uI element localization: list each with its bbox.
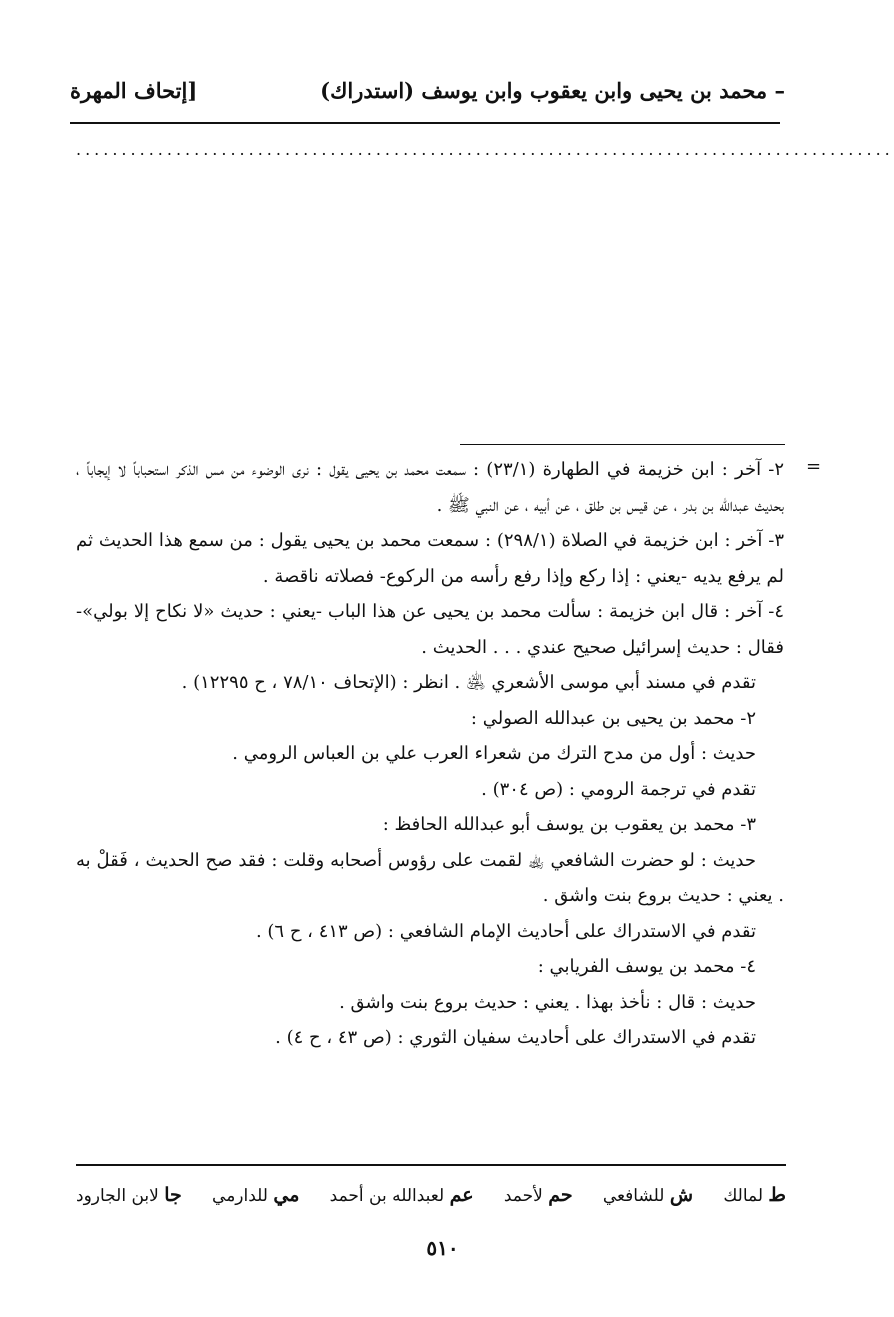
hadith-line: حديث : قال : نأخذ بهذا . يعني : حديث بروع بنت واشق . [339, 991, 756, 1013]
abbreviation-item: ط لمالك [723, 1184, 786, 1206]
abbreviation-item: جا لابن الجارود [76, 1184, 182, 1206]
footnote-continuation-mark: = [806, 456, 822, 477]
abbreviation-item: ش للشافعي [602, 1184, 694, 1206]
abbreviation-item: مي للدارمي [212, 1184, 300, 1206]
page-number: ٥١٠ [426, 1236, 459, 1260]
hadith-line: حديث : لو حضرت الشافعي ﵀ لقمت على رؤوس أصحابه وقلت : فقد صح الحديث ، فَقلْ به . يعني : حديث بروع بنت واشق . [76, 849, 784, 906]
book-title: [إتحاف المهرة [70, 78, 198, 103]
hadith-line: حديث : أول من مدح الترك من شعراء العرب علي بن العباس الرومي . [232, 743, 756, 764]
entry-heading: ٢- محمد بن يحيى بن عبدالله الصولي : [470, 707, 756, 729]
abbreviation-item: عم لعبدالله بن أحمد [329, 1184, 474, 1206]
footnote-3: ٣- آخر : ابن خزيمة في الصلاة (٢٩٨/١) : سمعت محمد بن يحيى يقول : من سمع هذا الحديث ثم لم يرفع يديه -يعني : إذا ركع وإذا رفع رأسه من الركوع- فصلاته ناقصة . [76, 530, 784, 587]
abbreviations-rule [76, 1164, 786, 1166]
body-dotted-line: .......................................................................................... [76, 140, 894, 159]
entry-heading: ٤- محمد بن يوسف الفريابي : [537, 956, 756, 977]
running-title: – محمد بن يحيى وابن يعقوب وابن يوسف (استدراك) [320, 78, 785, 103]
abbreviations-key [76, 1180, 786, 1211]
cross-reference-line: تقدم في الاستدراك على أحاديث الإمام الشافعي : (ص ٤١٣ ، ح ٦) . [255, 920, 756, 942]
entry-heading: ٣- محمد بن يعقوب بن يوسف أبو عبدالله الحافظ : [382, 814, 756, 835]
header-rule [70, 122, 780, 124]
page-header [70, 78, 785, 108]
cross-reference-line: تقدم في الاستدراك على أحاديث سفيان الثوري : (ص ٤٣ ، ح ٤) . [275, 1027, 756, 1048]
footnote-4: ٤- آخر : قال ابن خزيمة : سألت محمد بن يحيى عن هذا الباب -يعني : حديث «لا نكاح إلا بولي»- فقال : حديث إسرائيل صحيح عندي . . . الحديث . [76, 601, 784, 658]
footnote-separator [460, 444, 785, 445]
footnotes-block [76, 452, 784, 1056]
abbreviation-item: حم لأحمد [503, 1184, 573, 1206]
cross-reference-line: تقدم في مسند أبي موسى الأشعري ﵁ . انظر : (الإتحاف ٧٨/١٠ ، ح ١٢٢٩٥) . [181, 672, 756, 693]
cross-reference-line: تقدم في ترجمة الرومي : (ص ٣٠٤) . [481, 778, 756, 800]
footnote-2: ٢- آخر : ابن خزيمة في الطهارة (٢٣/١) : سمعت محمد بن يحيى يقول : نرى الوضوء من مس الذكر استحباباً لا إيجاباً ، بحديث عبدالله بن بدر ، عن قيس بن طلق ، عن أبيه ، عن النبي ﷺ . [76, 459, 784, 516]
